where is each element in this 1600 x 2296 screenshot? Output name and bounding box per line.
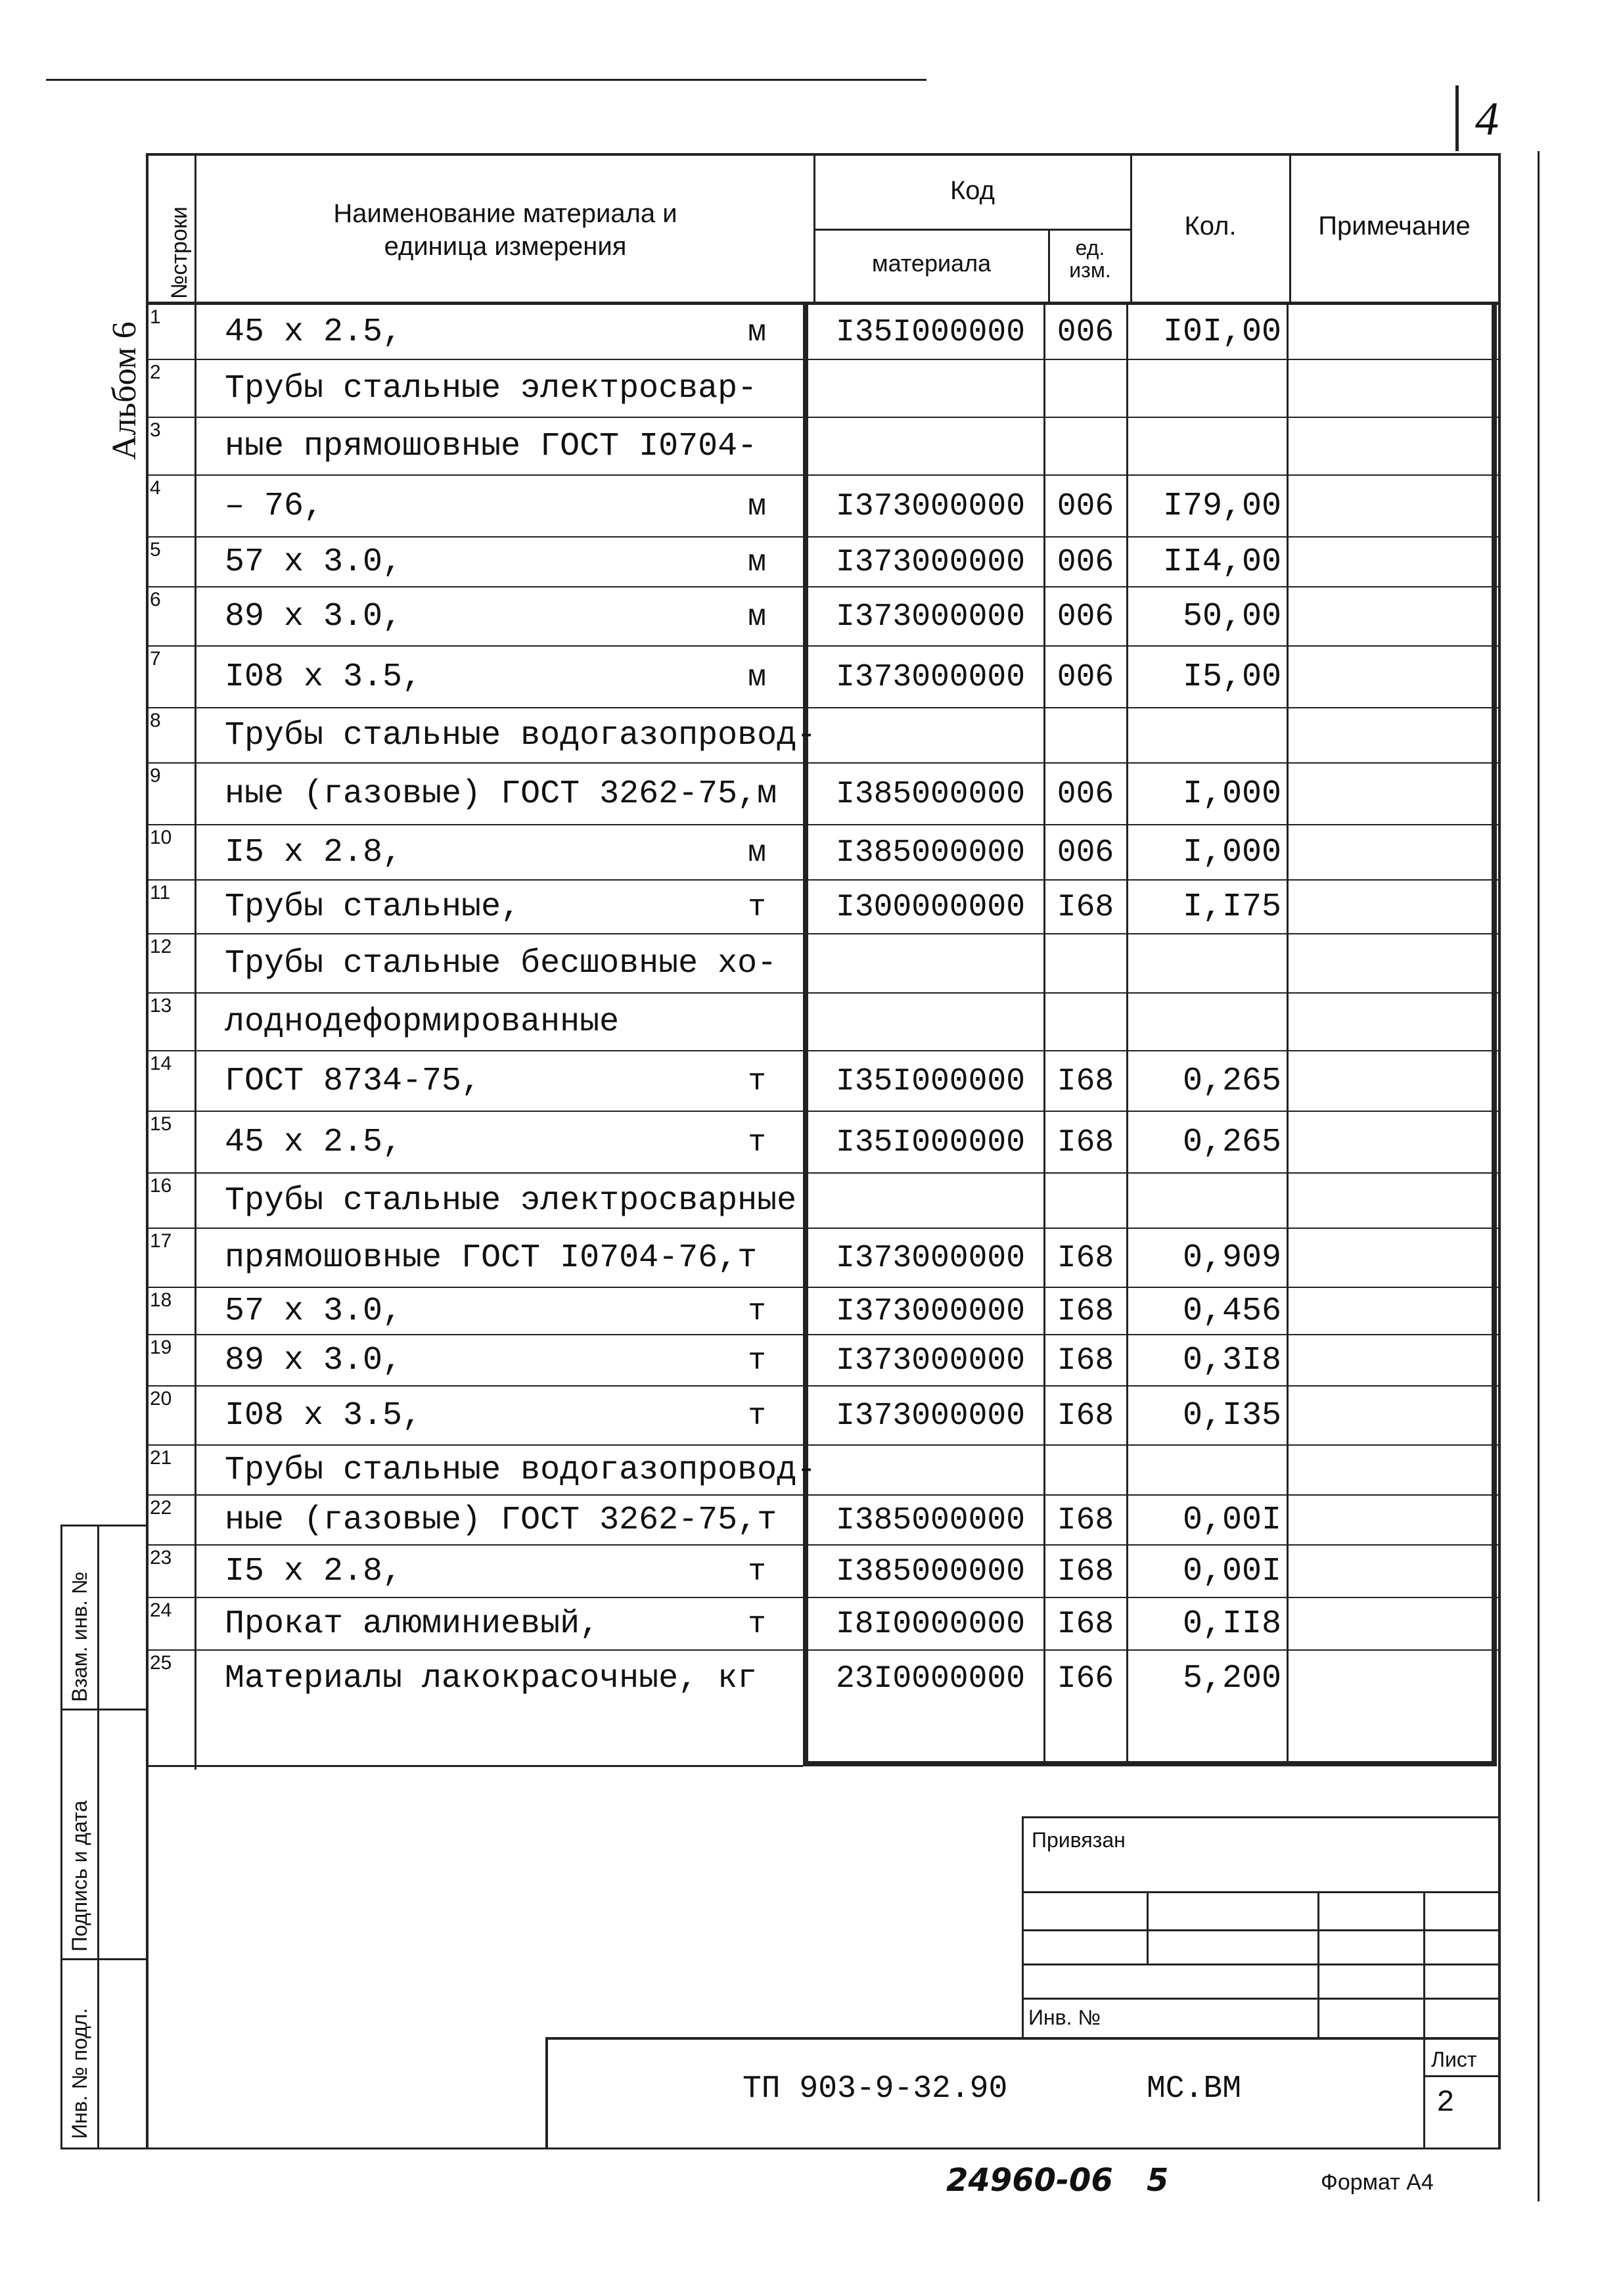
row-code xyxy=(819,994,1042,1051)
table-top-line xyxy=(146,153,1499,156)
table-row xyxy=(146,764,1499,825)
row-qty: I,000 xyxy=(1182,775,1281,813)
row-qty: 0,265 xyxy=(1182,1063,1281,1100)
row-number: 13 xyxy=(150,995,172,1017)
row-name: ные (газовые) ГОСТ 3262-75,т xyxy=(225,1502,777,1539)
page-bottom-line xyxy=(60,2147,1499,2149)
row-unit xyxy=(724,708,790,764)
data-frame-bottom xyxy=(803,1761,1497,1766)
stamp-left-line xyxy=(60,1525,62,2149)
row-number: 9 xyxy=(150,765,161,787)
row-code-unit: 006 xyxy=(1057,315,1114,350)
row-name: 89 х 3.0, xyxy=(225,1342,403,1379)
row-code-unit: 006 xyxy=(1057,660,1114,695)
row-name: ные (газовые) ГОСТ 3262-75,м xyxy=(225,775,777,813)
row-code-unit: I68 xyxy=(1057,1607,1114,1642)
row-qty: II4,00 xyxy=(1162,543,1281,581)
row-qty: 0,3I8 xyxy=(1182,1342,1281,1379)
row-name: 89 х 3.0, xyxy=(225,598,403,635)
table-row xyxy=(146,994,1499,1051)
row-name: Трубы стальные бесшовные хо- xyxy=(225,945,777,982)
row-code xyxy=(819,1174,1042,1229)
row-code xyxy=(819,934,1042,994)
row-qty: 50,00 xyxy=(1182,598,1281,635)
row-unit xyxy=(724,1174,790,1229)
row-number: 5 xyxy=(150,539,161,561)
row-code: I373000000 xyxy=(835,1294,1026,1329)
row-unit: т xyxy=(748,1065,766,1099)
row-code-unit: I68 xyxy=(1057,1294,1114,1329)
row-qty: 5,200 xyxy=(1182,1660,1281,1697)
page-number-bar xyxy=(1455,85,1459,151)
row-qty: I0I,00 xyxy=(1162,313,1281,351)
row-unit xyxy=(724,360,790,418)
table-row xyxy=(146,538,1499,587)
tb-main-top xyxy=(545,2037,1499,2040)
row-number: 14 xyxy=(150,1053,172,1074)
row-number: 16 xyxy=(150,1175,172,1197)
row-number: 2 xyxy=(150,361,161,383)
table-row xyxy=(146,1387,1499,1446)
stamp-sep-2 xyxy=(60,1958,147,1960)
row-number: 17 xyxy=(150,1230,172,1252)
row-name: I08 х 3.5, xyxy=(225,658,423,696)
row-unit xyxy=(724,994,790,1051)
stamp-inv-podl: Инв. № подл. xyxy=(68,2008,91,2139)
row-name: 45 х 2.5, xyxy=(225,1124,403,1161)
row-code-unit: I68 xyxy=(1057,1125,1114,1160)
row-number: 18 xyxy=(150,1289,172,1311)
row-code: I373000000 xyxy=(835,489,1026,524)
row-code-unit xyxy=(1046,934,1125,994)
row-code: I35I000000 xyxy=(835,1125,1026,1160)
row-code: I373000000 xyxy=(835,599,1026,635)
row-qty xyxy=(1129,1446,1281,1496)
doc-code: ТП 903-9-32.90 xyxy=(743,2071,1008,2107)
tb-grid-h3 xyxy=(1022,1963,1499,1965)
table-row xyxy=(146,647,1499,708)
row-number: 20 xyxy=(150,1388,172,1410)
row-code: I385000000 xyxy=(835,1554,1026,1590)
row-qty: I,000 xyxy=(1182,834,1281,871)
header-name: Наименование материала и единица измерения xyxy=(333,199,677,261)
row-code-unit xyxy=(1046,994,1125,1051)
row-code-unit: I68 xyxy=(1057,1503,1114,1538)
row-number: 23 xyxy=(150,1547,172,1569)
table-row xyxy=(146,1651,1499,1707)
table-row xyxy=(146,1446,1499,1496)
row-qty: 0,II8 xyxy=(1182,1605,1281,1643)
row-code: I8I0000000 xyxy=(835,1607,1026,1642)
header-code-material: материала xyxy=(871,250,992,277)
row-code: I35I000000 xyxy=(835,1064,1026,1099)
row-code: I35I000000 xyxy=(835,315,1026,350)
row-code-unit: I68 xyxy=(1057,1241,1114,1276)
row-number: 7 xyxy=(150,648,161,670)
row-qty: I,I75 xyxy=(1182,888,1281,926)
row-code-unit xyxy=(1046,708,1125,764)
row-name: I5 х 2.8, xyxy=(225,834,403,871)
row-code: I373000000 xyxy=(835,545,1026,580)
album-label: Альбом 6 xyxy=(106,321,143,460)
sheet-sep xyxy=(1423,2075,1499,2077)
row-qty xyxy=(1129,708,1281,764)
row-code-unit: I68 xyxy=(1057,1554,1114,1590)
code-sub-line xyxy=(813,229,1130,231)
row-number: 25 xyxy=(150,1652,172,1674)
row-qty: I79,00 xyxy=(1162,488,1281,525)
row-number: 21 xyxy=(150,1447,172,1469)
sheet-label: Лист xyxy=(1431,2048,1477,2071)
table-row xyxy=(146,1496,1499,1546)
row-name: 57 х 3.0, xyxy=(225,543,403,581)
row-name: ГОСТ 8734-75, xyxy=(225,1063,482,1100)
table-row xyxy=(146,305,1499,360)
row-qty: 0,I35 xyxy=(1182,1397,1281,1435)
tb-grid-h1 xyxy=(1022,1891,1499,1893)
row-number: 3 xyxy=(150,419,161,441)
row-qty: 0,00I xyxy=(1182,1553,1281,1590)
row-unit: м xyxy=(748,545,766,580)
row-qty: 0,909 xyxy=(1182,1239,1281,1277)
header-qty: Кол. xyxy=(1184,212,1237,241)
right-border xyxy=(1538,151,1540,2201)
row-name: 45 х 2.5, xyxy=(225,313,403,351)
row-name: Трубы стальные водогазопровод- xyxy=(225,1452,817,1489)
row-name: – 76, xyxy=(225,488,324,525)
row-code xyxy=(819,418,1042,476)
table-row xyxy=(146,1598,1499,1651)
row-code-unit: 006 xyxy=(1057,599,1114,635)
tb-grid-h4 xyxy=(1022,1998,1499,2000)
table-row xyxy=(146,476,1499,538)
stamp-sep-1 xyxy=(60,1709,147,1711)
row-name: I08 х 3.5, xyxy=(225,1397,423,1435)
row-code: I300000000 xyxy=(835,890,1026,925)
privyazan-label: Привязан xyxy=(1032,1828,1126,1852)
tb-grid-v3 xyxy=(1423,1891,1425,2147)
row-code: I385000000 xyxy=(835,1503,1026,1538)
row-unit xyxy=(724,1496,790,1546)
table-row xyxy=(146,881,1499,934)
row-number: 15 xyxy=(150,1113,172,1135)
header-row-no: №строки xyxy=(167,206,192,299)
table-row xyxy=(146,1174,1499,1229)
table-row xyxy=(146,934,1499,994)
table-row xyxy=(146,825,1499,881)
header-code: Код xyxy=(949,176,995,205)
row-code: I385000000 xyxy=(835,835,1026,871)
row-number: 19 xyxy=(150,1337,172,1358)
table-bottom-line xyxy=(146,1765,803,1767)
row-qty: 0,265 xyxy=(1182,1124,1281,1161)
header-code-unit: ед. изм. xyxy=(1069,236,1111,282)
table-row xyxy=(146,708,1499,764)
row-qty xyxy=(1129,418,1281,476)
row-code-unit: I66 xyxy=(1057,1661,1114,1697)
row-qty xyxy=(1129,934,1281,994)
tb-grid-v2 xyxy=(1317,1891,1319,2038)
table-row xyxy=(146,1288,1499,1335)
row-code-unit xyxy=(1046,1446,1125,1496)
row-name: I5 х 2.8, xyxy=(225,1553,403,1590)
row-name: Трубы стальные электросварные xyxy=(225,1182,797,1220)
row-unit: м xyxy=(748,315,766,350)
page-number: 4 xyxy=(1475,93,1499,145)
table-row xyxy=(146,1112,1499,1174)
row-code-unit: I68 xyxy=(1057,890,1114,925)
row-code-unit: 006 xyxy=(1057,545,1114,580)
row-code: I373000000 xyxy=(835,1398,1026,1434)
row-name: Материалы лакокрасочные, кг xyxy=(225,1660,758,1697)
row-name: Трубы стальные электросвар- xyxy=(225,370,758,407)
row-code-unit xyxy=(1046,1174,1125,1229)
row-code: I373000000 xyxy=(835,1241,1026,1276)
format-label: Формат А4 xyxy=(1321,2170,1434,2195)
table-row xyxy=(146,1546,1499,1598)
row-unit xyxy=(724,418,790,476)
row-qty xyxy=(1129,994,1281,1051)
handwritten-num: 5 xyxy=(1147,2162,1169,2199)
stamp-mid-line xyxy=(97,1525,99,2149)
row-qty xyxy=(1129,360,1281,418)
row-qty xyxy=(1129,1174,1281,1229)
tb-top-line xyxy=(1022,1816,1499,1818)
row-code: 23I0000000 xyxy=(835,1661,1026,1697)
header-note: Примечание xyxy=(1318,212,1471,241)
row-code xyxy=(819,360,1042,418)
row-unit xyxy=(724,1446,790,1496)
row-number: 24 xyxy=(150,1599,172,1621)
row-unit: м xyxy=(748,490,766,524)
row-name: прямошовные ГОСТ I0704-76,т xyxy=(225,1239,758,1277)
table-row xyxy=(146,360,1499,418)
row-number: 8 xyxy=(150,710,161,731)
row-qty: 0,456 xyxy=(1182,1293,1281,1330)
row-code: I373000000 xyxy=(835,660,1026,695)
row-code xyxy=(819,708,1042,764)
stamp-vzam: Взам. инв. № xyxy=(68,1571,91,1702)
row-code-unit: I68 xyxy=(1057,1064,1114,1099)
tb-right-line xyxy=(1498,1765,1501,2149)
top-rule xyxy=(46,79,926,81)
row-number: 22 xyxy=(150,1497,172,1519)
row-name: Прокат алюминиевый, xyxy=(225,1605,600,1643)
row-code-unit: I68 xyxy=(1057,1343,1114,1379)
row-unit xyxy=(724,934,790,994)
row-unit xyxy=(724,764,790,825)
row-unit: т xyxy=(748,1126,766,1160)
row-code-unit: I68 xyxy=(1057,1398,1114,1434)
row-unit: т xyxy=(748,1607,766,1642)
row-code-unit xyxy=(1046,360,1125,418)
row-name: Трубы стальные, xyxy=(225,888,521,926)
stamp-top-line xyxy=(60,1525,147,1527)
row-number: 10 xyxy=(150,827,172,848)
row-code: I373000000 xyxy=(835,1343,1026,1379)
row-name: ные прямошовные ГОСТ I0704- xyxy=(225,428,758,465)
row-number: 11 xyxy=(150,882,171,904)
table-row xyxy=(146,418,1499,476)
tb-grid-v1 xyxy=(1147,1891,1149,1965)
row-unit: т xyxy=(748,890,766,925)
row-unit: т xyxy=(748,1344,766,1378)
sheet-value: 2 xyxy=(1436,2086,1455,2120)
row-unit: т xyxy=(748,1295,766,1329)
row-code xyxy=(819,1446,1042,1496)
row-code-unit xyxy=(1046,418,1125,476)
tb-left-line xyxy=(1022,1816,1024,2040)
row-code: I385000000 xyxy=(835,777,1026,812)
row-qty: I5,00 xyxy=(1182,658,1281,696)
row-unit: м xyxy=(748,660,766,695)
tb-main-left xyxy=(545,2037,548,2149)
table-row xyxy=(146,587,1499,647)
row-number: 6 xyxy=(150,589,161,610)
stamp-podpis: Подпись и дата xyxy=(68,1800,91,1952)
doc-mark: МС.ВМ xyxy=(1147,2071,1242,2107)
row-unit: м xyxy=(748,836,766,870)
row-unit: м xyxy=(748,600,766,634)
row-unit xyxy=(724,1229,790,1288)
inv-no-label: Инв. № xyxy=(1028,2006,1101,2029)
row-qty: 0,00I xyxy=(1182,1502,1281,1539)
table-row xyxy=(146,1335,1499,1387)
stamp-right-line xyxy=(146,1525,149,2149)
row-unit xyxy=(724,1651,790,1707)
row-code-unit: 006 xyxy=(1057,777,1114,812)
row-unit: т xyxy=(748,1555,766,1589)
row-number: 4 xyxy=(150,477,161,499)
row-name: 57 х 3.0, xyxy=(225,1293,403,1330)
table-row xyxy=(146,1051,1499,1112)
row-unit: т xyxy=(748,1399,766,1433)
row-name: Трубы стальные водогазопровод- xyxy=(225,717,817,754)
table-row xyxy=(146,1229,1499,1288)
tb-grid-h2 xyxy=(1022,1929,1499,1931)
row-code-unit: 006 xyxy=(1057,835,1114,871)
handwritten-number: 24960-06 xyxy=(946,2162,1113,2199)
row-number: 12 xyxy=(150,936,172,957)
row-code-unit: 006 xyxy=(1057,489,1114,524)
row-number: 1 xyxy=(150,306,161,328)
row-name: лоднодеформированные xyxy=(225,1003,620,1041)
